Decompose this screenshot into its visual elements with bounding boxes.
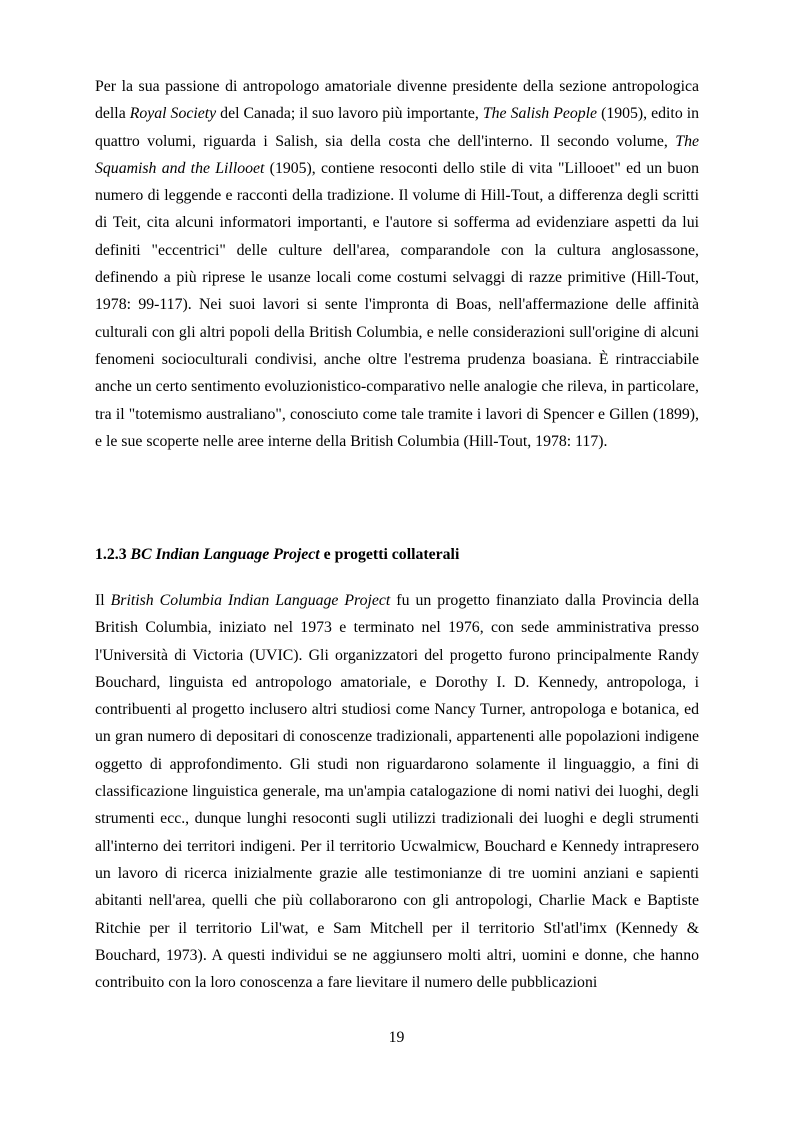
section-title-rest: e progetti collaterali: [319, 546, 460, 563]
page-number: 19: [388, 1029, 405, 1046]
paragraph-text: (1905), contiene resoconti dello stile di vita "Lillooet" ed un buon numero di leggende e racconti della tradizione. Il volume di Hill-Tout, a differenza degli scritti di Teit, cita alcuni informatori importanti, e l'autore si sofferma ad evidenziare aspetti da lui definiti "eccentrici" delle culture dell'area, comparandole con la cultura anglosassone, definendo a più riprese le usanze locali come costumi selvaggi di razze primitive (Hill-Tout, 1978: 99-117). Nei suoi lavori si sente l'impronta di Boas, nell'affermazione delle affinità culturali con gli altri popoli della British Columbia, e nelle considerazioni sull'origine di alcuni fenomeni socioculturali condivisi, anche oltre l'estrema prudenza boasiana. È rintracciabile anche un certo sentimento evoluzionistico-comparativo nelle analogie che rileva, in particolare, tra il "totemismo australiano", conosciuto come tale tramite i lavori di Spencer e Gillen (1899), e le sue scoperte nelle aree interne della British Columbia (Hill-Tout, 1978: 117).: [95, 159, 699, 450]
italic-title: The Squamish and the Lillooet: [95, 132, 699, 177]
body-paragraph-1: [95, 73, 699, 455]
body-paragraph-2: [95, 587, 699, 996]
section-number: 1.2.3: [95, 546, 131, 563]
section-heading: [95, 541, 699, 568]
paragraph-text: del Canada; il suo lavoro più importante,: [216, 105, 483, 123]
paragraph-text: Il: [95, 592, 111, 609]
italic-title: The Salish People: [482, 105, 598, 123]
section-title-italic: BC Indian Language Project: [130, 546, 320, 563]
paragraph-text: Per la sua passione di antropologo amatoriale divenne presidente della sezione antropologica della: [95, 78, 699, 123]
italic-title: Royal Society: [129, 105, 217, 123]
italic-title: British Columbia Indian Language Project: [110, 592, 391, 609]
paragraph-text: (1905), edito in quattro volumi, riguarda i Salish, sia della costa che dell'interno. Il secondo volume,: [95, 105, 700, 150]
paragraph-text: fu un progetto finanziato dalla Provincia della British Columbia, iniziato nel 1973 e terminato nel 1976, con sede amministrativa presso l'Università di Victoria (UVIC). Gli organizzatori del progetto furono principalmente Randy Bouchard, linguista ed antropologo amatoriale, e Dorothy I. D. Kennedy, antropologa, i contribuenti al progetto inclusero altri studiosi come Nancy Turner, antropologa e botanica, ed un gran numero di depositari di conoscenze tradizionali, appartenenti alle popolazioni indigene oggetto di approfondimento. Gli studi non riguardarono solamente il linguaggio, a fini di classificazione linguistica generale, ma un'ampia catalogazione di nomi nativi dei luoghi, degli strumenti ecc., dunque lunghi resoconti sugli utilizzi tradizionali dei luoghi e degli strumenti all'interno dei territori indigeni. Per il territorio Ucwalmicw, Bouchard e Kennedy intrapresero un lavoro di ricerca inizialmente grazie alle testimonianze di tre uomini anziani e sapienti abitanti nell'area, quelli che più collaborarono con gli antropologi, Charlie Mack e Baptiste Ritchie per il territorio Lil'wat, e Sam Mitchell per il territorio Stl'atl'imx (Kennedy & Bouchard, 1973). A questi individui se ne aggiunsero molti altri, uomini e donne, che hanno contribuito con la loro conoscenza a fare lievitare il numero delle pubblicazioni: [95, 592, 699, 992]
